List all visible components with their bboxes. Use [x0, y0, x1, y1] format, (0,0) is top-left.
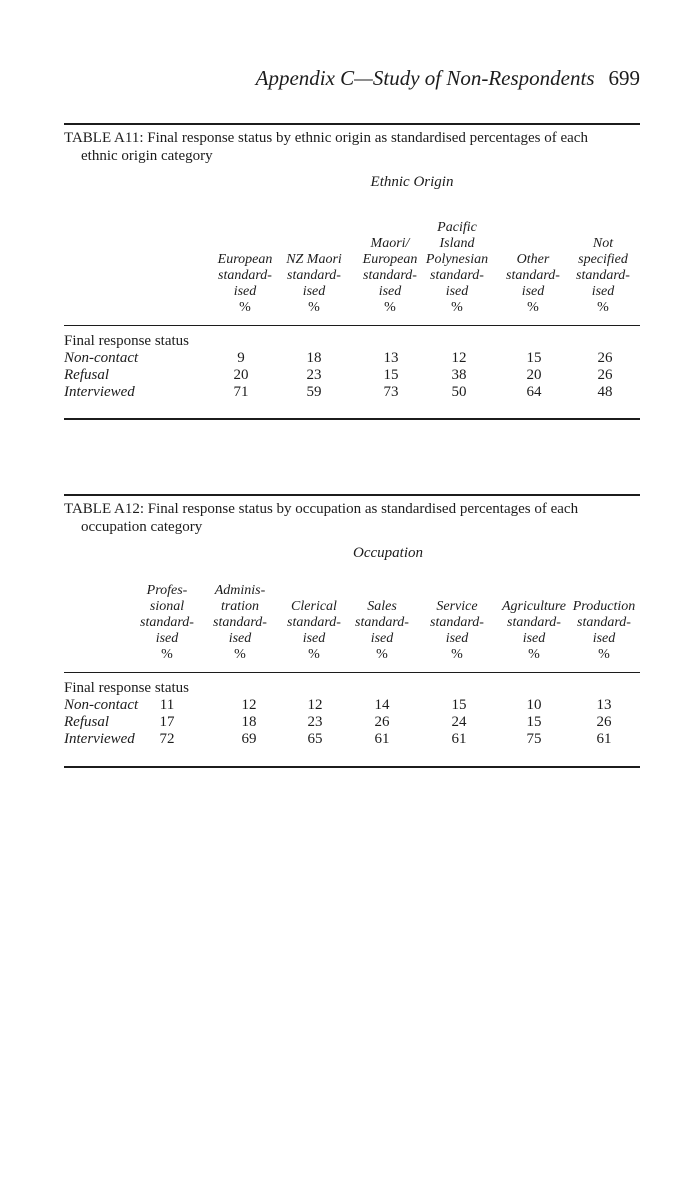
table-cell: 38 [451, 367, 467, 383]
column-header-line: European [362, 252, 418, 267]
table-a11-section-label: Final response status [64, 333, 189, 349]
table-a11-header-rule [64, 325, 640, 326]
column-header-line: ised [378, 284, 402, 299]
row-label: Interviewed [64, 731, 135, 747]
column-header-line: Maori/ [370, 236, 410, 251]
table-cell: 75 [526, 731, 542, 747]
table-cell: 15 [383, 367, 399, 383]
table-cell: 23 [307, 714, 323, 730]
table-cell: 9 [237, 350, 245, 366]
table-a12-bottom-rule [64, 766, 640, 768]
table-cell: 10 [526, 697, 542, 713]
table-a12-caption-line1: TABLE A12: Final response status by occupation as standardised percentages of each [64, 501, 579, 517]
row-label: Refusal [64, 367, 109, 383]
column-header-line: % [527, 300, 539, 315]
column-header-line: standard- [430, 615, 484, 630]
column-header-line: % [528, 647, 540, 662]
table-cell: 26 [596, 714, 612, 730]
table-cell: 26 [597, 350, 613, 366]
column-header-line: Not [592, 236, 614, 251]
column-header-line: NZ Maori [286, 252, 342, 267]
column-header-line: ised [302, 631, 326, 646]
table-a12-top-rule [64, 494, 640, 496]
column-header-line: tration [220, 599, 260, 614]
table-cell: 14 [374, 697, 390, 713]
column-header-line: % [308, 300, 320, 315]
table-cell: 18 [241, 714, 257, 730]
column-header-line: sional [149, 599, 185, 614]
table-cell: 13 [383, 350, 399, 366]
column-header-line: standard- [287, 268, 341, 283]
column-header-line: standard- [213, 615, 267, 630]
column-header-line: % [597, 300, 609, 315]
column-header-line: ised [445, 284, 469, 299]
column-header-line: Clerical [291, 599, 337, 614]
table-cell: 15 [526, 714, 542, 730]
row-label: Refusal [64, 714, 109, 730]
column-header-line: Other [516, 252, 550, 267]
table-cell: 17 [159, 714, 175, 730]
table-a11-caption-line2: ethnic origin category [81, 148, 213, 164]
table-cell: 12 [241, 697, 257, 713]
column-header-line: ised [155, 631, 179, 646]
table-cell: 61 [374, 731, 390, 747]
table-cell: 69 [241, 731, 257, 747]
table-cell: 26 [374, 714, 390, 730]
column-header-line: standard- [363, 268, 417, 283]
column-header-line: standard- [576, 268, 630, 283]
table-cell: 12 [307, 697, 323, 713]
table-cell: 65 [307, 731, 323, 747]
column-header-line: standard- [430, 268, 484, 283]
table-cell: 18 [306, 350, 322, 366]
table-a11-caption [64, 129, 644, 165]
column-header-line: ised [445, 631, 469, 646]
column-header-line: Sales [367, 599, 397, 614]
column-header-line: standard- [506, 268, 560, 283]
table-cell: 11 [159, 697, 175, 713]
table-cell: 20 [526, 367, 542, 383]
column-header-line: Pacific [437, 220, 477, 235]
column-header-line: ised [302, 284, 326, 299]
table-cell: 12 [451, 350, 467, 366]
column-header-line: ised [591, 284, 615, 299]
table-cell: 61 [596, 731, 612, 747]
column-header-line: % [239, 300, 251, 315]
column-header-line: Island [439, 236, 475, 251]
column-header-line: European [217, 252, 273, 267]
column-header-line: Service [436, 599, 478, 614]
table-a11-bottom-rule [64, 418, 640, 420]
row-label: Non-contact [64, 350, 139, 366]
table-cell: 20 [233, 367, 249, 383]
column-header-line: ised [370, 631, 394, 646]
table-cell: 26 [597, 367, 613, 383]
column-header-line: ised [228, 631, 252, 646]
column-header-line: Profes- [146, 583, 188, 598]
column-header-line: ised [233, 284, 257, 299]
column-header-line: Production [572, 599, 636, 614]
column-header-line: standard- [355, 615, 409, 630]
column-header-line: Adminis- [214, 583, 266, 598]
table-a12-caption-line2: occupation category [81, 519, 203, 535]
table-a11-spanner: Ethnic Origin [370, 174, 454, 190]
column-header-line: standard- [287, 615, 341, 630]
table-a12-spanner: Occupation [353, 545, 423, 561]
running-head-title: Appendix C—Study of Non-Respondents [255, 66, 595, 90]
table-cell: 72 [159, 731, 175, 747]
table-cell: 13 [596, 697, 612, 713]
table-cell: 23 [306, 367, 322, 383]
row-label: Interviewed [64, 384, 135, 400]
table-a12-caption [64, 500, 644, 536]
table-cell: 15 [526, 350, 542, 366]
table-cell: 48 [597, 384, 613, 400]
column-header-line: specified [578, 252, 628, 267]
page-number: 699 [608, 66, 640, 90]
column-header-line: ised [592, 631, 616, 646]
column-header-line: standard- [577, 615, 631, 630]
column-header-line: % [451, 647, 463, 662]
column-header-line: % [376, 647, 388, 662]
column-header-line: standard- [140, 615, 194, 630]
column-header-line: standard- [507, 615, 561, 630]
column-header-line: ised [521, 284, 545, 299]
table-cell: 24 [451, 714, 467, 730]
table-a12-section-label: Final response status [64, 680, 189, 696]
column-header-line: Polynesian [425, 252, 489, 267]
table-cell: 71 [233, 384, 249, 400]
table-a11-top-rule [64, 123, 640, 125]
table-cell: 73 [383, 384, 399, 400]
column-header-line: % [451, 300, 463, 315]
column-header-line: ised [522, 631, 546, 646]
table-cell: 15 [451, 697, 467, 713]
table-cell: 50 [451, 384, 467, 400]
running-head [0, 66, 640, 91]
table-cell: 61 [451, 731, 467, 747]
column-header-line: % [598, 647, 610, 662]
row-label: Non-contact [64, 697, 139, 713]
table-cell: 59 [306, 384, 322, 400]
column-header-line: % [234, 647, 246, 662]
table-a12-header-rule [64, 672, 640, 673]
column-header-line: standard- [218, 268, 272, 283]
column-header-line: % [308, 647, 320, 662]
column-header-line: % [161, 647, 173, 662]
column-header-line: % [384, 300, 396, 315]
column-header-line: Agriculture [501, 599, 567, 614]
table-cell: 64 [526, 384, 542, 400]
table-a11-caption-line1: TABLE A11: Final response status by ethnic origin as standardised percentages of each [64, 130, 588, 146]
